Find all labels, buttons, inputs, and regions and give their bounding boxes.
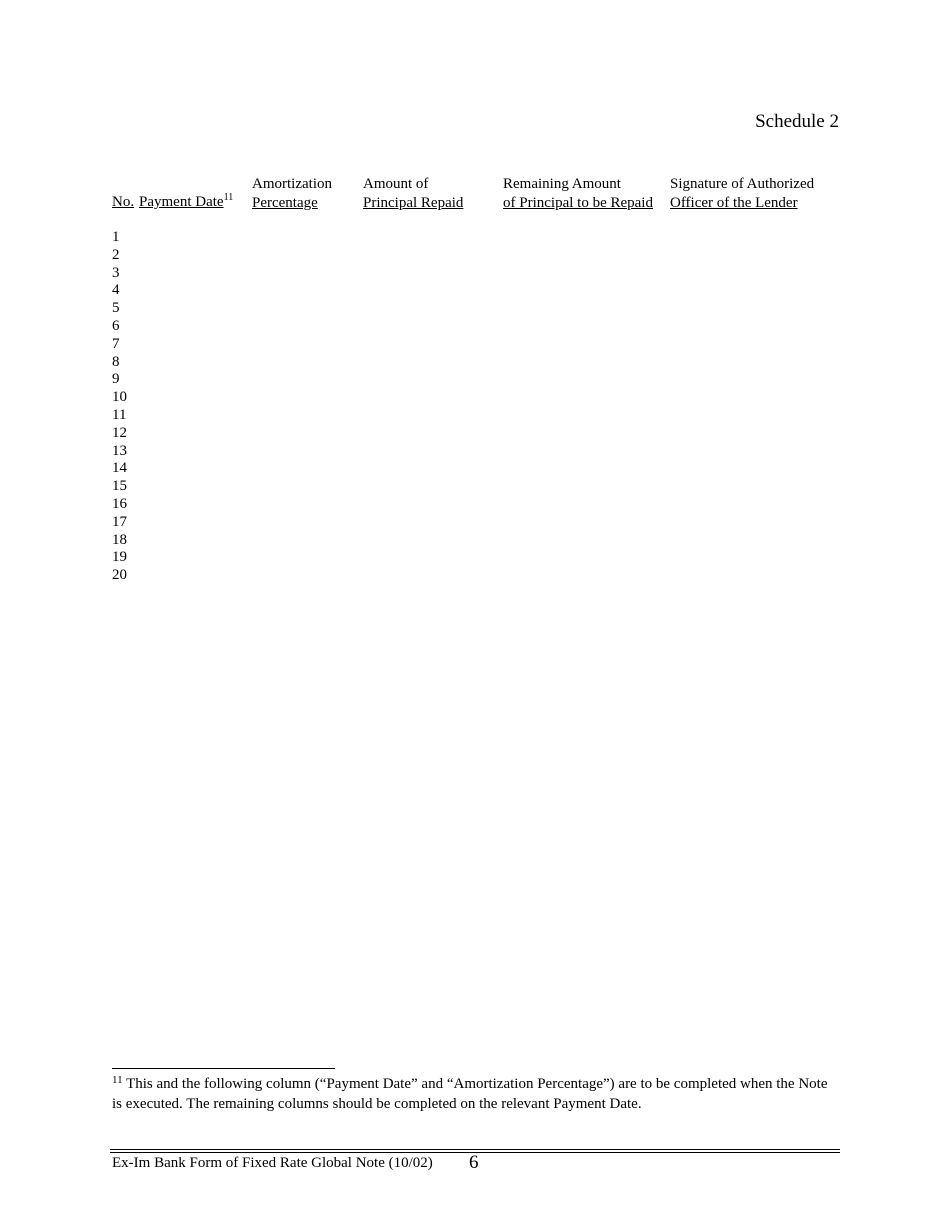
payment-row-number: 12 (112, 424, 127, 441)
payment-row-number: 5 (112, 300, 120, 317)
column-header-amount (363, 175, 463, 213)
column-header-signature (670, 175, 814, 213)
payment-row-number: 19 (112, 549, 127, 566)
footnote-divider (112, 1068, 335, 1069)
payment-row-number: 9 (112, 371, 120, 388)
column-header-amortization (252, 175, 332, 213)
payment-row-number: 13 (112, 442, 127, 459)
column-header-remaining-line1: Remaining Amount (503, 176, 621, 192)
column-header-no (112, 193, 134, 212)
payment-row-number: 11 (112, 406, 127, 423)
column-header-remaining-line2: of Principal to be Repaid (503, 195, 653, 211)
column-header-payment-date (139, 193, 233, 212)
payment-row-number: 15 (112, 478, 127, 495)
payment-row-number: 6 (112, 317, 120, 334)
column-header-amortization-line1: Amortization (252, 176, 332, 192)
payment-row-number: 2 (112, 246, 120, 263)
column-header-amortization-line2: Percentage (252, 195, 318, 211)
payment-row-list (112, 229, 127, 585)
column-header-signature-line1: Signature of Authorized (670, 176, 815, 192)
column-header-no-label: No. (112, 194, 135, 210)
payment-row-number: 7 (112, 335, 120, 352)
footnote-reference: 11 (223, 192, 234, 203)
payment-row-number: 17 (112, 513, 127, 530)
payment-row-number: 4 (112, 282, 120, 299)
payment-row-number: 20 (112, 567, 127, 584)
column-header-signature-line2: Officer of the Lender (670, 195, 798, 211)
footnote (112, 1074, 832, 1114)
payment-row-number: 18 (112, 531, 127, 548)
footer-form-name: Ex-Im Bank Form of Fixed Rate Global Note (10/02) (112, 1155, 433, 1171)
footnote-marker: 11 (112, 1074, 123, 1086)
column-header-remaining (503, 175, 653, 213)
column-header-payment-date-label: Payment Date (139, 194, 224, 210)
column-header-amount-line1: Amount of (363, 176, 429, 192)
payment-row-number: 16 (112, 495, 127, 512)
footnote-text: This and the following column (“Payment Date” and “Amortization Percentage”) are to be completed when the Note is executed. The remaining columns should be completed on the relevant Payment Date. (112, 1076, 828, 1112)
payment-row-number: 10 (112, 389, 127, 406)
column-header-amount-line2: Principal Repaid (363, 195, 464, 211)
payment-row-number: 14 (112, 460, 127, 477)
schedule-title: Schedule 2 (755, 111, 839, 132)
page-number: 6 (469, 1152, 479, 1173)
payment-row-number: 1 (112, 229, 120, 245)
payment-row-number: 8 (112, 353, 120, 370)
payment-row-number: 3 (112, 264, 120, 281)
